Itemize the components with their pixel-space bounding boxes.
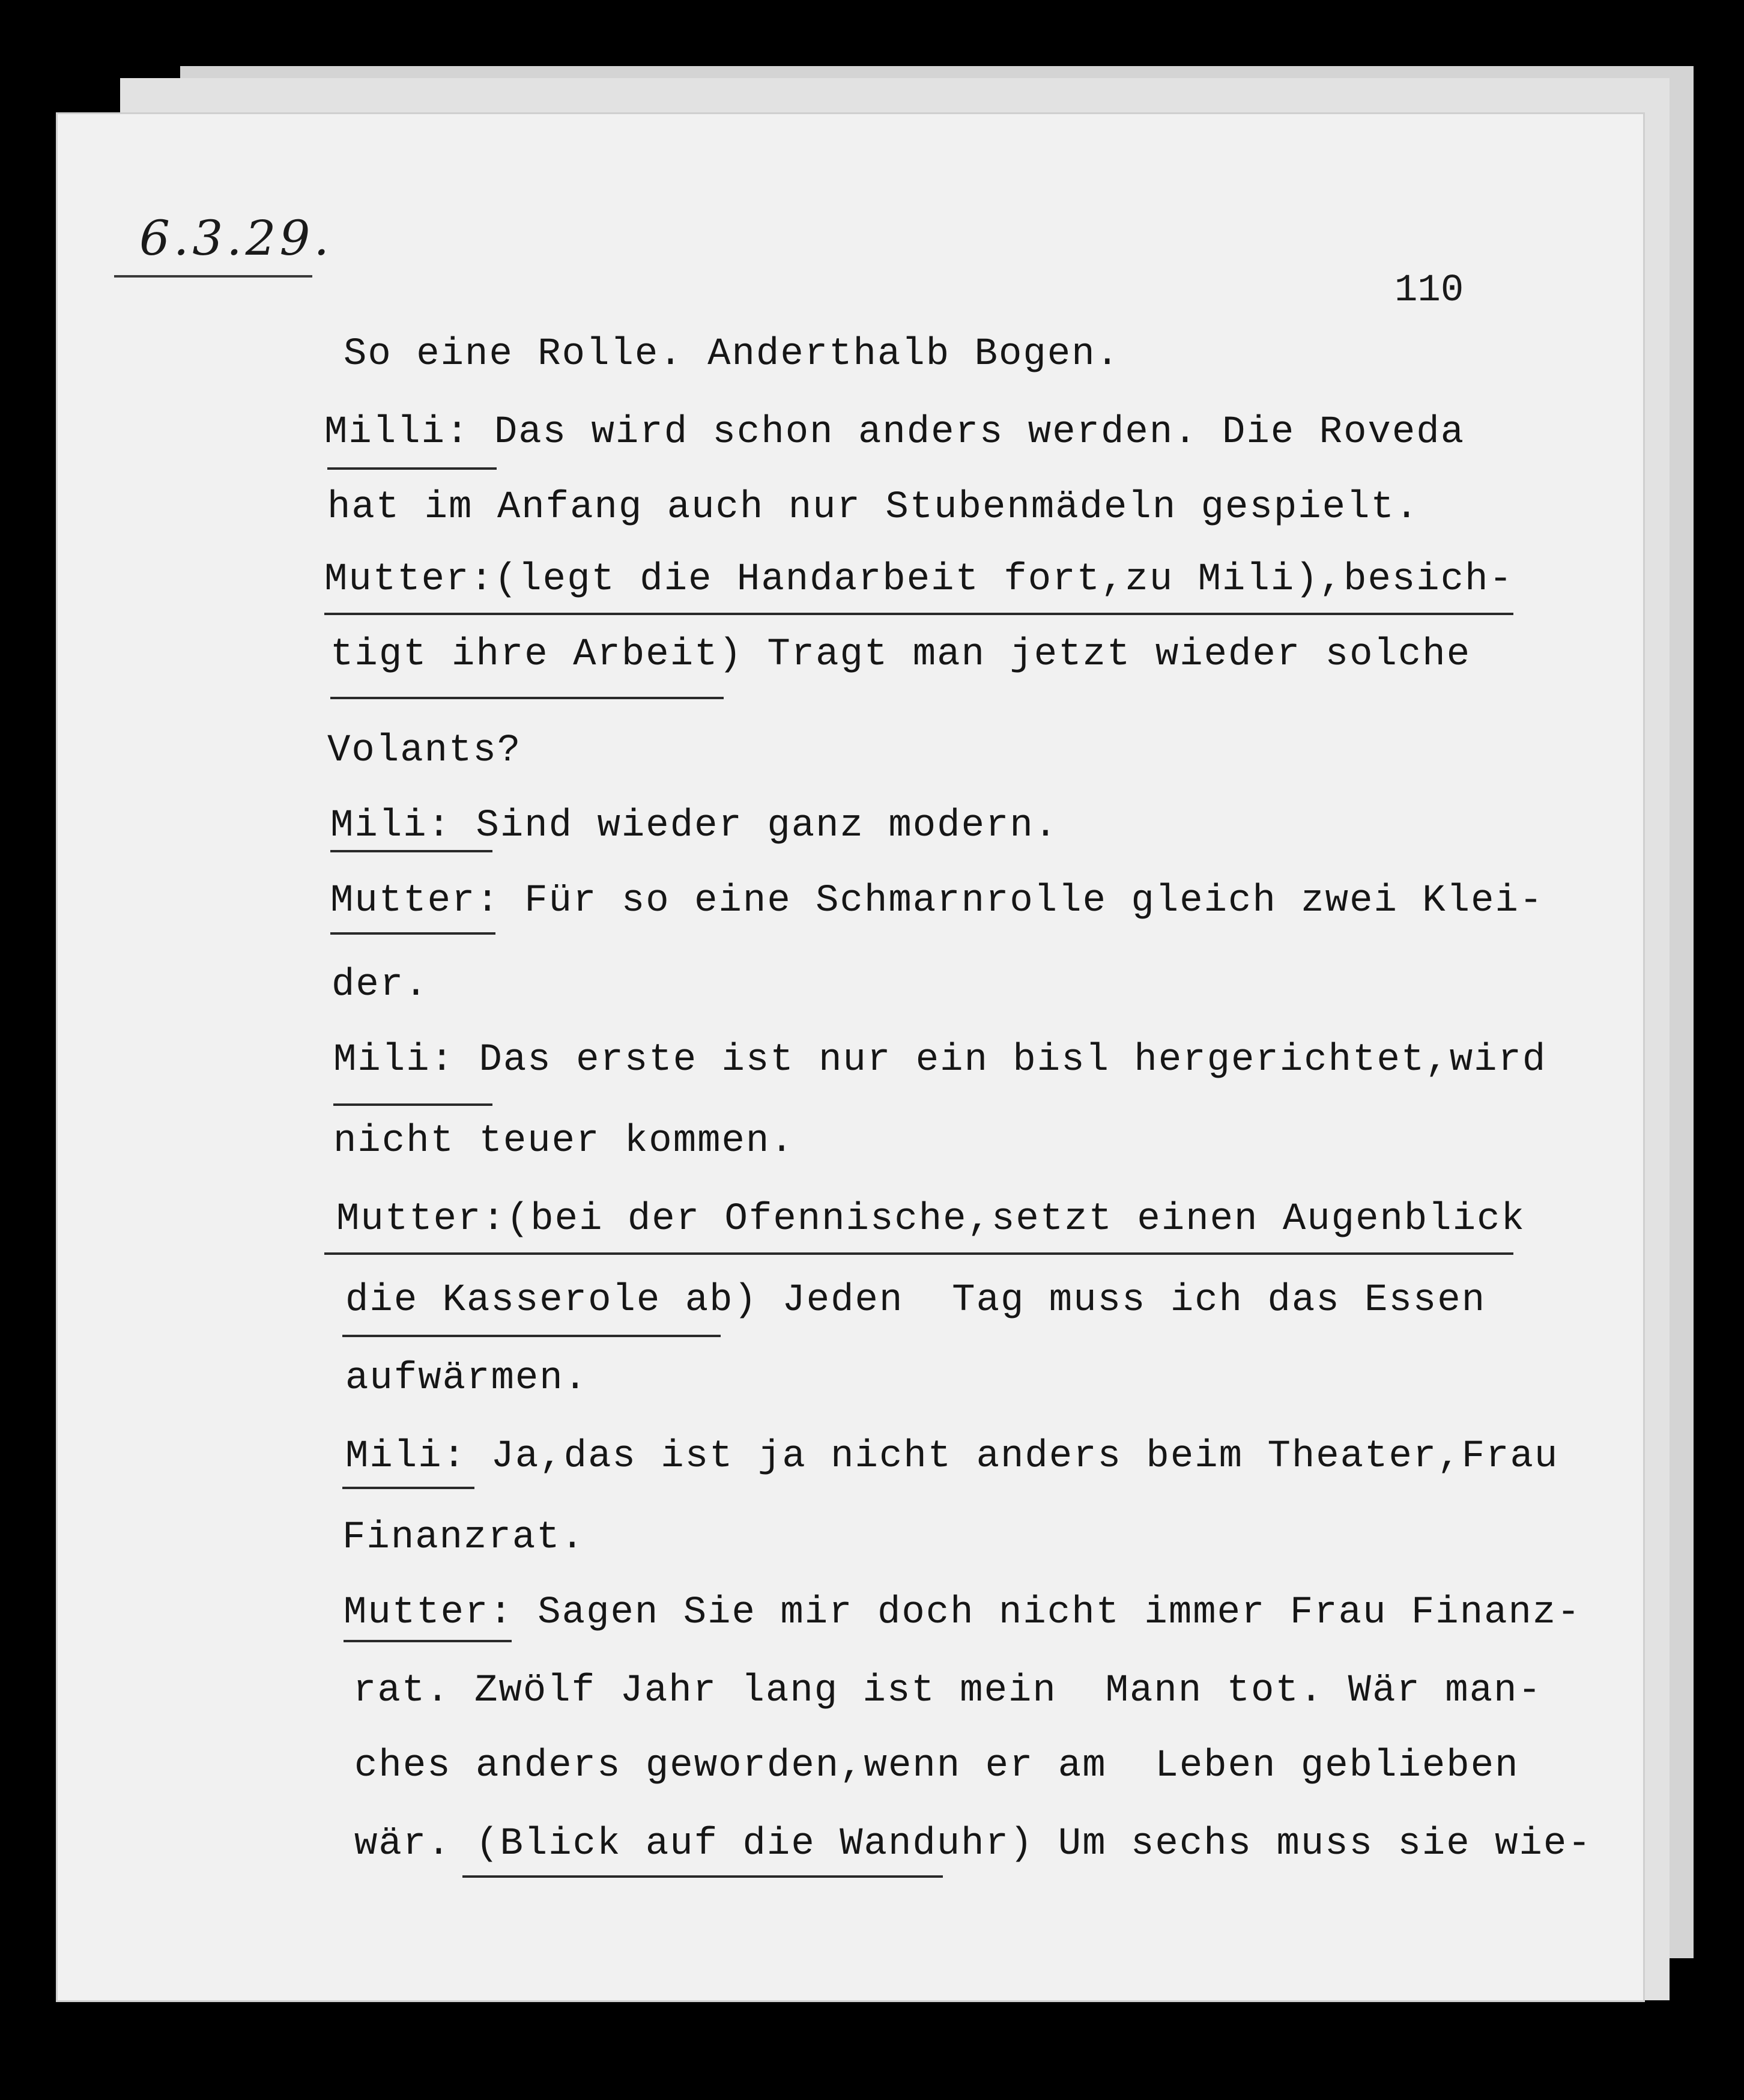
text-line-19: ches anders geworden,wenn er am Leben geblieben [354, 1744, 1519, 1788]
text-line-18: rat. Zwölf Jahr lang ist mein Mann tot. Wär man- [353, 1669, 1542, 1713]
text-line-7: Mili: Sind wieder ganz modern. [330, 804, 1059, 848]
text-line-15: Mili: Ja,das ist ja nicht anders beim Theater,Frau [345, 1435, 1559, 1478]
text-line-16: Finanzrat. [342, 1516, 586, 1559]
underline-mutter-direction-2 [324, 1252, 1513, 1255]
underline-milli [327, 467, 497, 470]
page-number: 110 [1394, 269, 1464, 312]
underline-mutter-3 [344, 1640, 512, 1642]
text-line-11: nicht teuer kommen. [333, 1120, 795, 1163]
text-line-6: Volants? [327, 729, 522, 772]
text-line-9: der. [332, 964, 429, 1007]
underline-direction-end-2 [342, 1335, 721, 1337]
text-line-5: tigt ihre Arbeit) Tragt man jetzt wieder solche [330, 633, 1471, 676]
text-line-8: Mutter: Für so eine Schmarnrolle gleich zwei Klei- [330, 879, 1544, 923]
text-line-14: aufwärmen. [345, 1357, 589, 1400]
text-line-4: Mutter:(legt die Handarbeit fort,zu Mili),besich- [324, 558, 1513, 601]
underline-mutter-direction [324, 613, 1513, 615]
text-line-3: hat im Anfang auch nur Stubenmädeln gespielt. [327, 486, 1420, 529]
text-line-13: die Kasserole ab) Jeden Tag muss ich das Essen [345, 1279, 1486, 1322]
text-line-10: Mili: Das erste ist nur ein bisl hergerichtet,wird [333, 1039, 1547, 1082]
text-line-17: Mutter: Sagen Sie mir doch nicht immer Frau Finanz- [344, 1591, 1581, 1634]
underline-direction-end [330, 697, 724, 699]
text-line-12: Mutter:(bei der Ofennische,setzt einen Augenblick [336, 1198, 1525, 1241]
text-line-20: wär. (Blick auf die Wanduhr) Um sechs muss sie wie- [354, 1822, 1592, 1866]
underline-mili-4 [342, 1487, 474, 1489]
handwritten-date: 6.3.29. [139, 210, 333, 266]
text-line-2: Milli: Das wird schon anders werden. Die Roveda [324, 411, 1465, 454]
underline-mutter-2 [330, 932, 495, 935]
text-line-1: So eine Rolle. Anderthalb Bogen. [344, 333, 1120, 376]
underline-direction-3 [462, 1875, 943, 1878]
date-underline [114, 275, 312, 278]
underline-mili-3 [333, 1103, 492, 1106]
underline-mili-2 [330, 850, 492, 852]
